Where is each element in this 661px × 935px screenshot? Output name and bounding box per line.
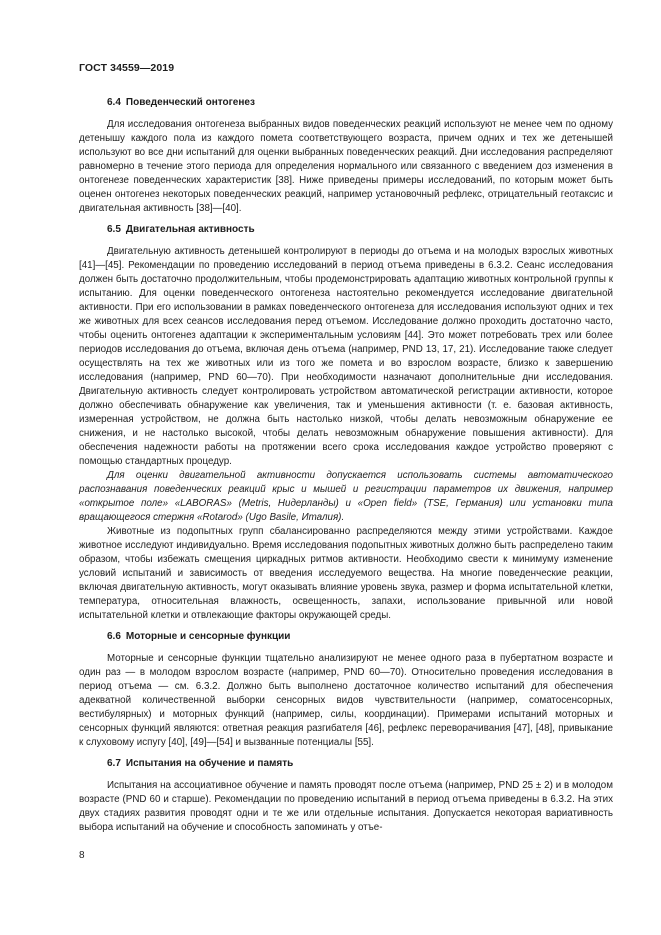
document-body [79, 96, 613, 842]
paragraph: Животные из подопытных групп сбалансированно распределяются между этими устройствами. Каждое животное исследуют индивидуально. Время исследования подопытных животных должно быть распределено таким образом, чтобы избежать смещения циркадных ритмов активности. Необходимо свести к минимуму изменение условий испытаний и зависимость от введения исследуемого вещества. На многие поведенческие реакции, включая двигательную активность, могут оказывать влияние уровень звука, размер и форма испытательной клетки, температура, относительная влажность, освещенность, запахи, использование привычной или новой испытательной клетки и отвлекающие факторы окружающей среды. [79, 526, 613, 621]
paragraph: Двигательную активность детенышей контролируют в периоды до отъема и на молодых взрослых животных [41]—[45]. Рекомендации по проведению исследований в период отъема приведены в 6.3.2. Сеанс исследования должен быть достаточно продолжительным, чтобы продемонстрировать адаптацию животных контрольной группы к испытанию. Для оценки поведенческого онтогенеза настоятельно рекомендуется исследование двигательной активности. При его использовании в рамках поведенческого онтогенеза для исследования используют одних и тех же животных для всех сеансов исследования перед отъемом. Исследование должно проходить достаточно часто, чтобы оценить онтогенез адаптации к экспериментальным условиям [44]. Это может потребовать трех или более периодов исследования до отъема, включая день отъема (например, PND 13, 17, 21). Исследование также следует осуществлять на тех же животных или из того же помета и во взрослом возрасте, близко к завершению исследования (например, PND 60—70). При необходимости назначают дополнительные дни исследования. Двигательную активность следует контролировать устройством автоматической регистрации активности, которое должно обеспечивать обнаружение как увеличения, так и уменьшения активности (т. е. базовая активность, измеренная устройством, не должна быть настолько низкой, чтобы делать невозможным обнаружение ее снижения, и не настолько высокой, чтобы делать невозможным обнаружение повышения активности). Для обеспечения надежности работы на протяжении всего срока исследования каждое устройство проверяют с помощью стандартных процедур. [79, 246, 613, 467]
section-number: 6.5 [107, 224, 121, 235]
section-heading [79, 223, 613, 237]
section-number: 6.6 [107, 631, 121, 642]
section-6-7 [79, 757, 613, 835]
section-number: 6.7 [107, 758, 121, 769]
section-title: Моторные и сенсорные функции [125, 631, 291, 642]
section-6-5 [79, 223, 613, 623]
section-heading [79, 96, 613, 110]
section-6-6 [79, 630, 613, 750]
section-number: 6.4 [107, 97, 121, 108]
document-code: ГОСТ 34559—2019 [79, 62, 175, 74]
section-title: Двигательная активность [125, 224, 255, 235]
paragraph: Испытания на ассоциативное обучение и память проводят после отъема (например, PND 25 ± 2) и в молодом возрасте (PND 60 и старше). Рекомендации по проведению испытаний в период отъема приведены в 6.3.2. На этих двух стадиях развития проводят одни и те же или отдельные испытания. Допускается некоторая вариативность выбора испытаний на обучение и способность запоминать у отъе- [79, 780, 613, 833]
paragraph-note: Для оценки двигательной активности допускается использовать системы автоматического распознавания поведенческих реакций крыс и мышей и регистрации параметров их движения, например «открытое поле» «LABORAS» (Metris, Нидерланды) и «Open field» (TSE, Германия) или установки типа вращающегося стержня «Rotarod» (Ugo Basile, Италия). [79, 470, 613, 523]
section-6-4 [79, 96, 613, 216]
page-number: 8 [79, 850, 85, 861]
section-title: Испытания на обучение и память [125, 758, 294, 769]
paragraph: Для исследования онтогенеза выбранных видов поведенческих реакций используют не менее чем по одному детенышу каждого пола из каждого помета соответствующего возраста, причем одних и тех же детенышей используют во все дни испытаний для оценки выбранных поведенческих реакций. Дни исследования распределяют равномерно в течение этого периода для определения нормального или связанного с введением доз изменения в онтогенезе поведенческих характеристик [38]. Ниже приведены примеры исследований, по которым может быть оценен онтогенез некоторых поведенческих реакций, например установочный рефлекс, отрицательный геотаксис и двигательная активность [38]—[40]. [79, 119, 613, 214]
paragraph: Моторные и сенсорные функции тщательно анализируют не менее одного раза в пубертатном возрасте и один раз — в молодом взрослом возрасте (например, PND 60—70). Относительно проведения исследования в период отъема — см. 6.3.2. Должно быть выполнено достаточное количество испытаний для обеспечения адекватной количественной выборки сенсорных видов чувствительности (например, соматосенсорных, вестибулярных) и моторных функций (например, силы, координации). Примерами испытаний моторных и сенсорных функций являются: ответная реакция разгибателя [46], рефлекс переворачивания [47], [48], привыкание к слуховому испугу [40], [49]—[54] и вызванные потенциалы [55]. [79, 653, 613, 748]
section-heading [79, 630, 613, 644]
section-heading [79, 757, 613, 771]
section-title: Поведенческий онтогенез [125, 97, 255, 108]
